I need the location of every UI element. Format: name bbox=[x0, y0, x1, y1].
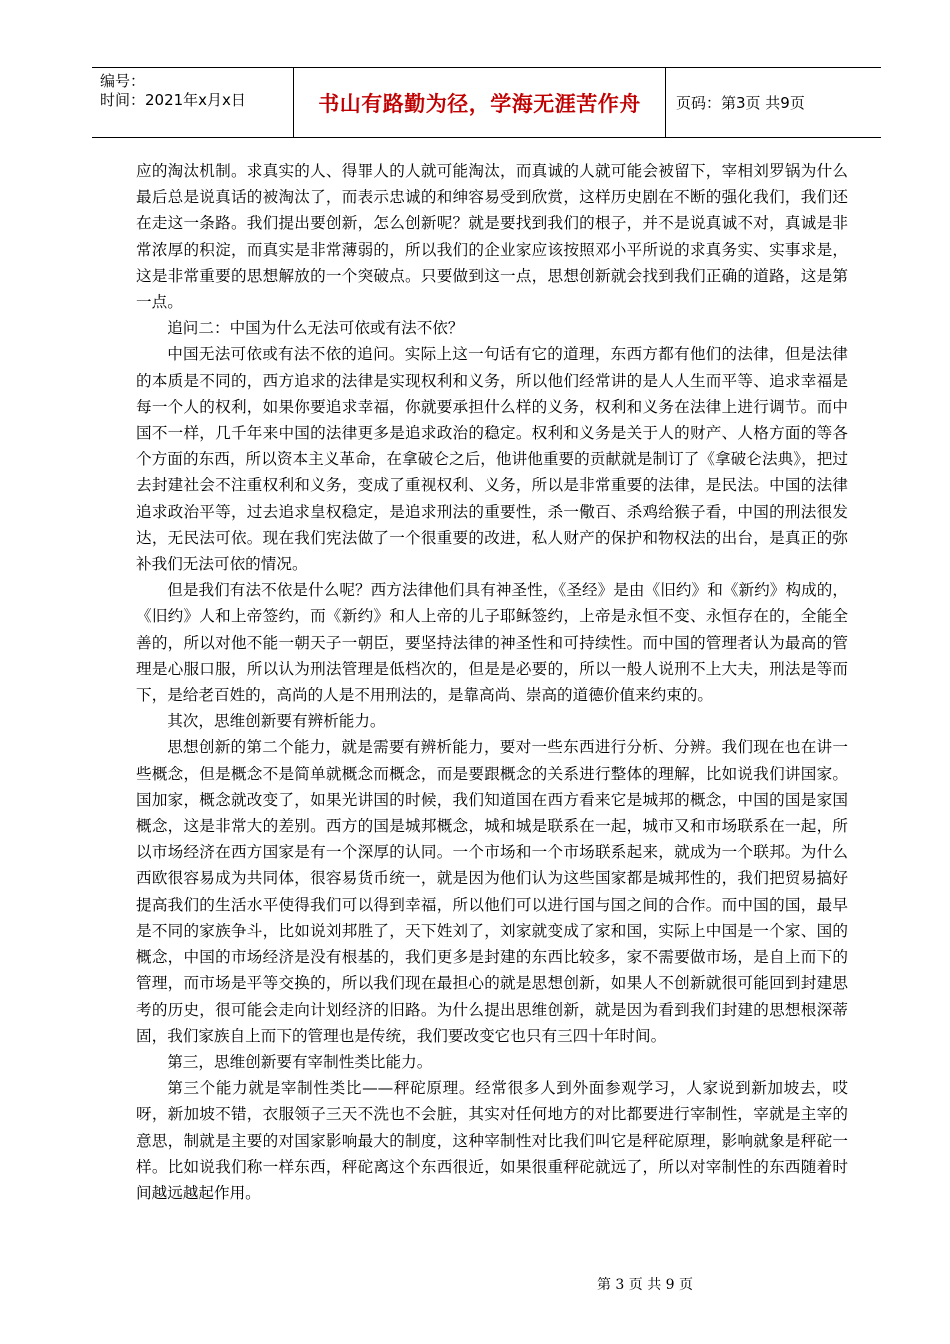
document-body bbox=[136, 158, 848, 1206]
time-label: 时间：2021年x月x日 bbox=[100, 91, 246, 109]
section-heading: 第三，思维创新要有宰制性类比能力。 bbox=[167, 1052, 433, 1071]
header-motto-cell bbox=[294, 68, 666, 137]
footer-page-number: 第 3 页 共 9 页 bbox=[596, 1277, 694, 1293]
section-heading: 追问二：中国为什么无法可依或有法不依？ bbox=[167, 319, 464, 338]
page-number-label: 页码：第3页 共9页 bbox=[676, 94, 805, 112]
page-footer bbox=[0, 1274, 950, 1294]
paragraph: 中国无法可依或有法不依的追问。实际上这一句话有它的道理，东西方都有他们的法律，但是法律的本质是不同的，西方追求的法律是实现权利和义务，所以他们经常讲的是人人生而平等、追求幸福是每一个人的权利，如果你要追求幸福，你就要承担什么样的义务，权利和义务在法律上进行调节。而中国不一样，几千年来中国的法律更多是追求政治的稳定。权利和义务是关于人的财产、人格方面的等各个方面的东西，所以资本主义革命，在拿破仑之后，他讲他重要的贡献就是制订了《拿破仑法典》，把过去封建社会不注重权利和义务，变成了重视权利、义务，所以是非常重要的法律，是民法。中国的法律追求政治平等，过去追求皇权稳定，是追求刑法的重要性，杀一儆百、杀鸡给猴子看，中国的刑法很发达，无民法可依。现在我们宪法做了一个很重要的改进，私人财产的保护和物权法的出台，是真正的弥补我们无法可依的情况。 bbox=[136, 345, 848, 574]
paragraph: 第三个能力就是宰制性类比——秤砣原理。经常很多人到外面参观学习，人家说到新加坡去，哎呀，新加坡不错，衣服领子三天不洗也不会脏，其实对任何地方的对比都要进行宰制性，宰就是主宰的意思，制就是主要的对国家影响最大的制度，这种宰制性对比我们叫它是秤砣原理，影响就象是秤砣一样。比如说我们称一样东西，秤砣离这个东西很近，如果很重秤砣就远了，所以对宰制性的东西随着时间越远越起作用。 bbox=[136, 1079, 848, 1202]
motto-text: 书山有路勤为径，学海无涯苦作舟 bbox=[318, 91, 641, 116]
paragraph: 但是我们有法不依是什么呢？西方法律他们具有神圣性，《圣经》是由《旧约》和《新约》构成的，《旧约》人和上帝签约，而《新约》和人上帝的儿子耶稣签约，上帝是永恒不变、永恒存在的，全能全善的，所以对他不能一朝天子一朝臣，要坚持法律的神圣性和可持续性。而中国的管理者认为最高的管理是心服口服，所以认为刑法管理是低档次的，但是是必要的，所以一般人说刑不上大夫，刑法是等而下，是给老百姓的，高尚的人是不用刑法的，是靠高尚、崇高的道德价值来约束的。 bbox=[136, 581, 848, 705]
paragraph: 思想创新的第二个能力，就是需要有辨析能力，要对一些东西进行分析、分辨。我们现在也在讲一些概念，但是概念不是简单就概念而概念，而是要跟概念的关系进行整体的理解，比如说我们讲国家。国加家，概念就改变了，如果光讲国的时候，我们知道国在西方看来它是城邦的概念，中国的国是家国概念，这是非常大的差别。西方的国是城邦概念，城和城是联系在一起，城市又和市场联系在一起，所以市场经济在西方国家是有一个深厚的认同。一个市场和一个市场联系起来，就成为一个联邦。为什么西欧很容易成为共同体，很容易货币统一，就是因为他们认为这些国家都是城邦性的，我们把贸易搞好提高我们的生活水平使得我们可以得到幸福，所以他们可以进行国与国之间的合作。而中国的国，最早是不同的家族争斗，比如说刘邦胜了，天下姓刘了，刘家就变成了家和国，实际上中国是一个家、国的概念，中国的市场经济是没有根基的，我们更多是封建的东西比较多，家不需要做市场，是自上而下的管理，而市场是平等交换的，所以我们现在最担心的就是思想创新，如果人不创新就很可能回到封建思考的历史，很可能会走向计划经济的旧路。为什么提出思维创新，就是因为看到我们封建的思想根深蒂固，我们家族自上而下的管理也是传统，我们要改变它也只有三四十年时间。 bbox=[136, 738, 848, 1045]
number-label: 编号： bbox=[100, 72, 146, 90]
header-page-cell bbox=[666, 68, 881, 137]
page-header bbox=[92, 67, 881, 138]
header-meta-cell bbox=[92, 68, 294, 137]
section-heading: 其次，思维创新要有辨析能力。 bbox=[167, 712, 386, 731]
paragraph: 应的淘汰机制。求真实的人、得罪人的人就可能淘汰，而真诚的人就可能会被留下，宰相刘罗锅为什么最后总是说真话的被淘汰了，而表示忠诚的和绅容易受到欣赏，这样历史剧在不断的强化我们，我们还在走这一条路。我们提出要创新，怎么创新呢？就是要找到我们的根子，并不是说真诚不对，真诚是非常浓厚的积淀，而真实是非常薄弱的，所以我们的企业家应该按照邓小平所说的求真务实、实事求是，这是非常重要的思想解放的一个突破点。只要做到这一点，思想创新就会找到我们正确的道路，这是第一点。 bbox=[136, 162, 848, 312]
